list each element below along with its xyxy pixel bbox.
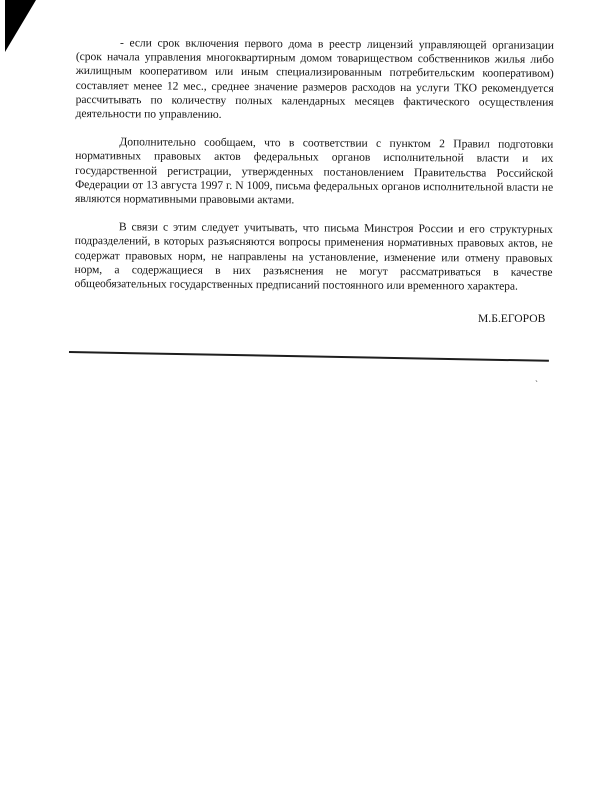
scan-corner-triangle xyxy=(0,0,40,56)
paragraph-tko-calculation: - если срок включения первого дома в реестр лицензий управляющей организации (срок начала управления многоквартирным домом товариществом собственников жилья либо жилищным кооперативом или иным специализированным потребительским кооперативом) составляет менее 12 мес., среднее значение размеров расходов на услуги ТКО рекомендуется рассчитывать по количеству полных календарных месяцев фактического осуществления деятельности по управлению. xyxy=(75,36,554,121)
paragraph-clarification: В связи с этим следует учитывать, что письма Минстроя России и его структурных подразделений, в которых разъясняются вопросы применения нормативных правовых актов, не содержат правовых норм, не направлены на установление, изменение или отмену правовых норм, а содержащиеся в них разъяснения не могут рассматриваться в качестве общеобязательных государственных предписаний постоянного или временного характера. xyxy=(74,220,553,293)
letter-body xyxy=(74,36,554,294)
paragraph-legal-status: Дополнительно сообщаем, что в соответствии с пунктом 2 Правил подготовки нормативных правовых актов федеральных органов исполнительной власти и их государственной регистрации, утвержденных постановлением Правительства Российской Федерации от 13 августа 1997 г. N 1009, письма федеральных органов исполнительной власти не являются нормативными правовыми актами. xyxy=(74,135,554,207)
scan-speck: ˎ xyxy=(535,372,538,382)
horizontal-rule xyxy=(69,351,549,362)
signature-name: М.Б.ЕГОРОВ xyxy=(478,312,546,325)
